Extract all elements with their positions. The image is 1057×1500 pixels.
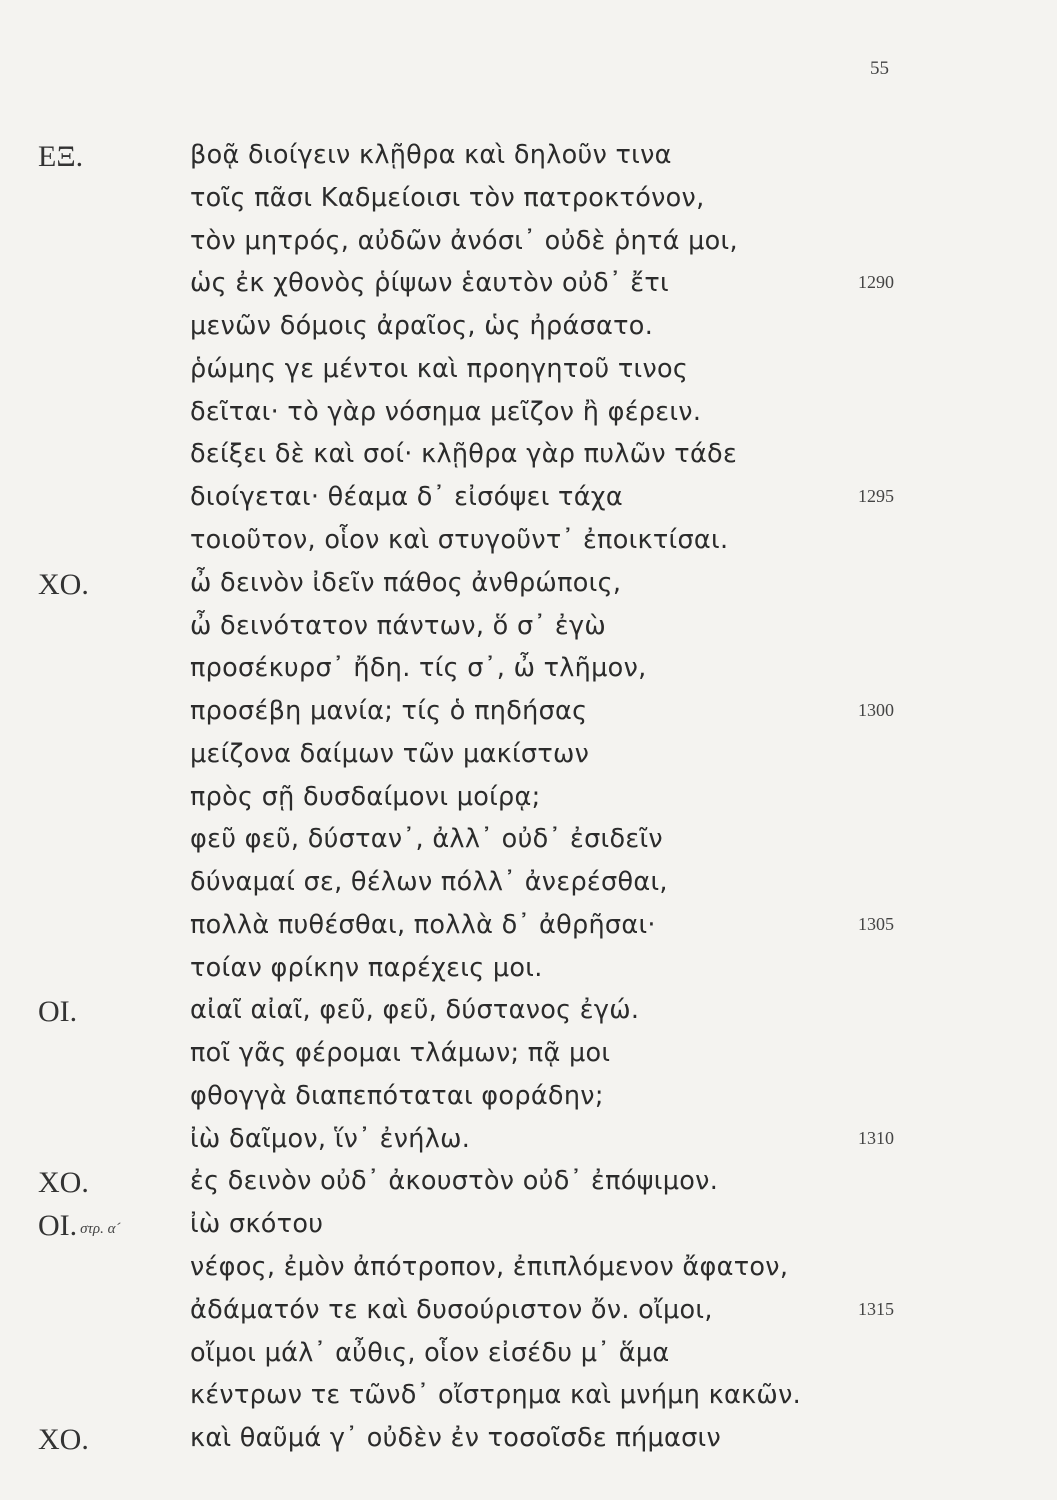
verse-text: ἰὼ δαῖμον, ἵν᾽ ἐνήλω. xyxy=(190,1124,471,1154)
verse-line xyxy=(0,268,1057,308)
verse-line xyxy=(0,1423,1057,1463)
verse-text: νέφος, ἐμὸν ἀπότροπον, ἐπιπλόμενον ἄφατον, xyxy=(190,1252,789,1282)
verse-line xyxy=(0,611,1057,651)
verse-line xyxy=(0,653,1057,693)
verse-text: αἰαῖ αἰαῖ, φεῦ, φεῦ, δύστανος ἐγώ. xyxy=(190,995,640,1025)
speaker-label xyxy=(38,1124,41,1158)
verse-line xyxy=(0,995,1057,1035)
verse-line xyxy=(0,439,1057,479)
verse-line xyxy=(0,1380,1057,1420)
verse-text: ἀδάματόν τε καὶ δυσούριστον ὄν. οἴμοι, xyxy=(190,1295,713,1325)
speaker-label xyxy=(38,1295,41,1329)
verse-text: δείξει δὲ καὶ σοί· κλῇθρα γὰρ πυλῶν τάδε xyxy=(190,439,738,469)
verse-text: κέντρων τε τῶνδ᾽ οἴστρημα καὶ μνήμη κακῶν. xyxy=(190,1380,802,1410)
speaker-label: ΕΞ. xyxy=(38,140,84,173)
speaker-label xyxy=(38,268,41,302)
verse-text: διοίγεται· θέαμα δ᾽ εἰσόψει τάχα xyxy=(190,482,623,512)
speaker-label xyxy=(38,482,41,516)
verse-text: οἴμοι μάλ᾽ αὖθις, οἷον εἰσέδυ μ᾽ ἅμα xyxy=(190,1338,670,1368)
speaker-label xyxy=(38,1380,41,1414)
verse-line xyxy=(0,397,1057,437)
verse-text: ὡς ἐκ χθονὸς ῥίψων ἑαυτὸν οὐδ᾽ ἔτι xyxy=(190,268,669,298)
speaker-label: ΟΙ. xyxy=(38,995,78,1028)
verse-text: τοιοῦτον, οἷον καὶ στυγοῦντ᾽ ἐποικτίσαι. xyxy=(190,525,729,555)
line-number: 1295 xyxy=(858,486,894,506)
line-number: 1310 xyxy=(858,1128,894,1148)
speaker-label xyxy=(38,1252,41,1286)
verse-text: δύναμαί σε, θέλων πόλλ᾽ ἀνερέσθαι, xyxy=(190,867,668,897)
verse-text: τοῖς πᾶσι Καδμείοισι τὸν πατροκτόνον, xyxy=(190,183,705,213)
verse-line xyxy=(0,696,1057,736)
speaker-label xyxy=(38,311,41,345)
verse-line xyxy=(0,1038,1057,1078)
verse-line xyxy=(0,1166,1057,1206)
verse-text: μείζονα δαίμων τῶν μακίστων xyxy=(190,739,590,769)
speaker-label xyxy=(38,824,41,858)
speaker-label xyxy=(38,611,41,645)
speaker-label xyxy=(38,354,41,388)
verse-line xyxy=(0,782,1057,822)
verse-text: φθογγὰ διαπεπόταται φοράδην; xyxy=(190,1081,604,1111)
verse-text: ποῖ γᾶς φέρομαι τλάμων; πᾷ μοι xyxy=(190,1038,611,1068)
verse-text: καὶ θαῦμά γ᾽ οὐδὲν ἐν τοσοῖσδε πήμασιν xyxy=(190,1423,722,1453)
verse-text: ἰὼ σκότου xyxy=(190,1209,324,1239)
speaker-label: ΟΙ. στρ. α´ xyxy=(38,1209,121,1242)
verse-text: ῥώμης γε μέντοι καὶ προηγητοῦ τινος xyxy=(190,354,689,384)
speaker-label xyxy=(38,696,41,730)
verse-line xyxy=(0,482,1057,522)
speaker-label xyxy=(38,953,41,987)
verse-line xyxy=(0,1338,1057,1378)
verse-text: τοίαν φρίκην παρέχεις μοι. xyxy=(190,953,543,983)
verse-line xyxy=(0,1252,1057,1292)
verse-line xyxy=(0,1209,1057,1249)
page-number: 55 xyxy=(870,58,889,79)
verse-text: βοᾷ διοίγειν κλῇθρα καὶ δηλοῦν τινα xyxy=(190,140,672,170)
verse-text: ὦ δεινὸν ἰδεῖν πάθος ἀνθρώποις, xyxy=(190,568,622,598)
line-number: 1305 xyxy=(858,914,894,934)
line-number: 1300 xyxy=(858,700,894,720)
speaker-label xyxy=(38,1038,41,1072)
speaker-label xyxy=(38,782,41,816)
verse-line xyxy=(0,953,1057,993)
speaker-label: ΧΟ. xyxy=(38,1166,89,1199)
verse-line xyxy=(0,183,1057,223)
verse-text: ὦ δεινότατον πάντων, ὅ σ᾽ ἐγὼ xyxy=(190,611,607,641)
verse-text: πολλὰ πυθέσθαι, πολλὰ δ᾽ ἀθρῆσαι· xyxy=(190,910,656,940)
verse-line xyxy=(0,867,1057,907)
verse-line xyxy=(0,1081,1057,1121)
verse-line xyxy=(0,568,1057,608)
speaker-label xyxy=(38,1081,41,1115)
verse-line xyxy=(0,910,1057,950)
verse-line xyxy=(0,354,1057,394)
speaker-label xyxy=(38,1338,41,1372)
verse-line xyxy=(0,1295,1057,1335)
verse-line xyxy=(0,739,1057,779)
speaker-label xyxy=(38,226,41,260)
verse-line xyxy=(0,525,1057,565)
verse-text: ἐς δεινὸν οὐδ᾽ ἀκουστὸν οὐδ᾽ ἐπόψιμον. xyxy=(190,1166,719,1196)
speaker-label xyxy=(38,653,41,687)
verse-line xyxy=(0,1124,1057,1164)
speaker-label: ΧΟ. xyxy=(38,568,89,601)
speaker-label xyxy=(38,439,41,473)
verse-text: δεῖται· τὸ γὰρ νόσημα μεῖζον ἢ φέρειν. xyxy=(190,397,702,427)
speaker-label xyxy=(38,525,41,559)
speaker-label xyxy=(38,867,41,901)
verse-line xyxy=(0,824,1057,864)
verse-text: φεῦ φεῦ, δύσταν᾽, ἀλλ᾽ οὐδ᾽ ἐσιδεῖν xyxy=(190,824,663,854)
verse-line xyxy=(0,140,1057,180)
speaker-label xyxy=(38,397,41,431)
verse-text: πρὸς σῇ δυσδαίμονι μοίρᾳ; xyxy=(190,782,541,812)
line-number: 1290 xyxy=(858,272,894,292)
speaker-label: ΧΟ. xyxy=(38,1423,89,1456)
line-number: 1315 xyxy=(858,1299,894,1319)
verse-line xyxy=(0,311,1057,351)
verse-line xyxy=(0,226,1057,266)
speaker-label xyxy=(38,183,41,217)
speaker-label xyxy=(38,739,41,773)
verse-text: προσέκυρσ᾽ ἤδη. τίς σ᾽, ὦ τλῆμον, xyxy=(190,653,647,683)
verse-text: προσέβη μανία; τίς ὁ πηδήσας xyxy=(190,696,588,726)
verse-text: μενῶν δόμοις ἀραῖος, ὡς ἠράσατο. xyxy=(190,311,654,341)
verse-text: τὸν μητρός, αὐδῶν ἀνόσι᾽ οὐδὲ ῥητά μοι, xyxy=(190,226,738,256)
speaker-label xyxy=(38,910,41,944)
